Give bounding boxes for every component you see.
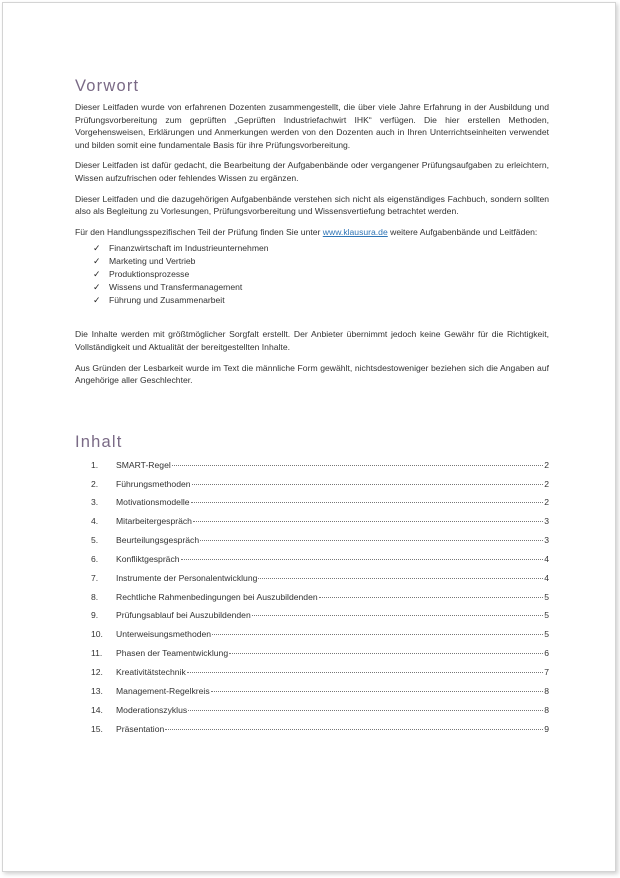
toc-dot-leader <box>252 615 543 616</box>
toc-entry-page: 2 <box>544 459 549 470</box>
toc-entry[interactable] <box>91 592 549 611</box>
checkmark-icon: ✓ <box>93 294 101 305</box>
toc-dot-leader <box>191 502 544 503</box>
list-item-label: Führung und Zusammenarbeit <box>109 294 225 305</box>
toc-dot-leader <box>192 484 544 485</box>
toc-entry-number: 3. <box>91 497 99 508</box>
vorwort-paragraph-6: Aus Gründen der Lesbarkeit wurde im Text die männliche Form gewählt, nichtsdestoweniger beziehen sich die Angaben auf Angehörige aller Geschlechter. <box>75 362 549 386</box>
toc-entry-number: 13. <box>91 685 103 696</box>
toc-entry[interactable] <box>91 686 549 705</box>
vorwort-paragraph-5: Die Inhalte werden mit größtmöglicher Sorgfalt erstellt. Der Anbieter übernimmt jedoch keine Gewähr für die Richtigkeit, Vollständigkeit und Aktualität der bereitgestellten Inhalte. <box>75 329 549 352</box>
toc-entry-page: 4 <box>544 553 549 564</box>
inhalt-heading: Inhalt <box>75 432 123 451</box>
toc-entry-title: Phasen der Teamentwicklung <box>116 648 229 659</box>
toc-entry-number: 4. <box>91 516 99 527</box>
toc-entry-number: 15. <box>91 723 103 734</box>
toc-dot-leader <box>165 729 543 730</box>
list-item <box>93 242 549 255</box>
toc-entry-title: Rechtliche Rahmenbedingungen bei Auszubildenden <box>116 591 318 602</box>
toc-entry-number: 8. <box>91 591 99 602</box>
toc-entry-number: 6. <box>91 553 99 564</box>
toc-entry-page: 8 <box>544 704 549 715</box>
toc-entry-title: Instrumente der Personalentwicklung <box>116 572 258 583</box>
toc-entry[interactable] <box>91 479 549 498</box>
toc-entry-number: 12. <box>91 666 103 677</box>
toc-entry-number: 2. <box>91 478 99 489</box>
toc-entry-title: Moderationszyklus <box>116 704 188 715</box>
toc-entry-title: Führungsmethoden <box>116 478 191 489</box>
toc-entry-number: 11. <box>91 648 103 659</box>
toc-entry-page: 3 <box>544 535 549 546</box>
toc-entry-number: 9. <box>91 610 99 621</box>
toc-entry[interactable] <box>91 705 549 724</box>
toc-entry[interactable] <box>91 610 549 629</box>
vorwort-paragraph-4 <box>75 226 549 239</box>
list-item <box>93 281 549 294</box>
list-item <box>93 268 549 281</box>
toc-dot-leader <box>258 578 543 579</box>
paragraph-4-text-after: weitere Aufgabenbände und Leitfäden: <box>387 226 538 237</box>
toc-dot-leader <box>229 653 543 654</box>
list-item-label: Wissens und Transfermanagement <box>109 281 243 292</box>
checkmark-icon: ✓ <box>93 243 101 254</box>
list-item <box>93 294 549 307</box>
toc-entry[interactable] <box>91 535 549 554</box>
toc-entry-title: Unterweisungsmethoden <box>116 629 212 640</box>
table-of-contents <box>91 460 549 743</box>
toc-dot-leader <box>172 465 543 466</box>
toc-entry-page: 4 <box>544 572 549 583</box>
vorwort-paragraph-1: Dieser Leitfaden wurde von erfahrenen Dozenten zusammengestellt, die über viele Jahre Erfahrung in der Ausbildung und Prüfungsvorbereitung zum geprüften „Geprüften Industriefachwirt IHK“ verfügen. Die hier erstellen Methoden, Vorgehensweisen, Erklärungen und Anmerkungen werden von den Dozenten auch in Ihren Unterrichtseinheiten verwendet und bilden somit eine fundamentale Basis für ihre Prüfungsvorbereitung. <box>75 102 549 150</box>
list-item-label: Marketing und Vertrieb <box>109 256 196 267</box>
toc-entry[interactable] <box>91 497 549 516</box>
vorwort-heading: Vorwort <box>75 77 140 95</box>
list-item-label: Produktionsprozesse <box>109 268 190 279</box>
toc-entry-number: 1. <box>91 459 99 470</box>
toc-entry[interactable] <box>91 460 549 479</box>
toc-dot-leader <box>181 559 544 560</box>
checkmark-icon: ✓ <box>93 281 101 292</box>
toc-entry[interactable] <box>91 573 549 592</box>
product-checklist <box>75 242 549 306</box>
checkmark-icon: ✓ <box>93 256 101 267</box>
toc-dot-leader <box>187 672 543 673</box>
toc-entry-number: 14. <box>91 704 103 715</box>
toc-dot-leader <box>212 634 543 635</box>
vorwort-paragraph-3: Dieser Leitfaden und die dazugehörigen Aufgabenbände verstehen sich nicht als eigenständiges Fachbuch, sondern sollten also als Begleitung zu Vorlesungen, Prüfungsvorbereitung und Wissensvertiefung betrachtet werden. <box>75 193 549 217</box>
toc-entry-page: 2 <box>544 497 549 508</box>
toc-entry[interactable] <box>91 629 549 648</box>
toc-dot-leader <box>319 597 544 598</box>
toc-entry[interactable] <box>91 648 549 667</box>
vorwort-paragraph-2: Dieser Leitfaden ist dafür gedacht, die Bearbeitung der Aufgabenbände oder vergangener Prüfungsaufgaben zu erleichtern, Wissen aufzufrischen oder fehlendes Wissen zu ergänzen. <box>75 160 549 183</box>
toc-entry[interactable] <box>91 516 549 535</box>
toc-entry-page: 5 <box>544 591 549 602</box>
toc-entry-page: 6 <box>544 648 549 659</box>
document-page <box>2 2 616 872</box>
toc-entry[interactable] <box>91 554 549 573</box>
toc-entry[interactable] <box>91 667 549 686</box>
toc-entry-page: 3 <box>544 516 549 527</box>
toc-entry-page: 8 <box>544 685 549 696</box>
list-item <box>93 255 549 268</box>
toc-entry-page: 9 <box>544 723 549 734</box>
toc-entry-title: Konfliktgespräch <box>116 553 180 564</box>
toc-dot-leader <box>193 521 543 522</box>
checkmark-icon: ✓ <box>93 268 101 279</box>
toc-entry-title: Management-Regelkreis <box>116 685 210 696</box>
toc-entry-title: Mitarbeitergespräch <box>116 516 192 527</box>
klausura-link[interactable]: www.klausura.de <box>322 226 388 237</box>
toc-dot-leader <box>200 540 543 541</box>
toc-entry-title: Beurteilungsgespräch <box>116 535 200 546</box>
toc-entry-number: 5. <box>91 535 99 546</box>
toc-entry-number: 7. <box>91 572 99 583</box>
toc-entry[interactable] <box>91 724 549 743</box>
toc-entry-title: Präsentation <box>116 723 165 734</box>
toc-entry-title: Kreativitätstechnik <box>116 666 186 677</box>
toc-entry-title: Prüfungsablauf bei Auszubildenden <box>116 610 251 621</box>
toc-entry-page: 2 <box>544 478 549 489</box>
toc-dot-leader <box>188 710 543 711</box>
toc-entry-page: 7 <box>544 666 549 677</box>
toc-dot-leader <box>211 691 544 692</box>
toc-entry-title: SMART-Regel <box>116 459 171 470</box>
toc-entry-page: 5 <box>544 610 549 621</box>
toc-entry-title: Motivationsmodelle <box>116 497 190 508</box>
toc-entry-number: 10. <box>91 629 103 640</box>
paragraph-4-text-before: Für den Handlungsspezifischen Teil der Prüfung finden Sie unter <box>75 226 323 237</box>
list-item-label: Finanzwirtschaft im Industrieunternehmen <box>109 243 269 254</box>
page-content <box>75 77 549 742</box>
toc-entry-page: 5 <box>544 629 549 640</box>
